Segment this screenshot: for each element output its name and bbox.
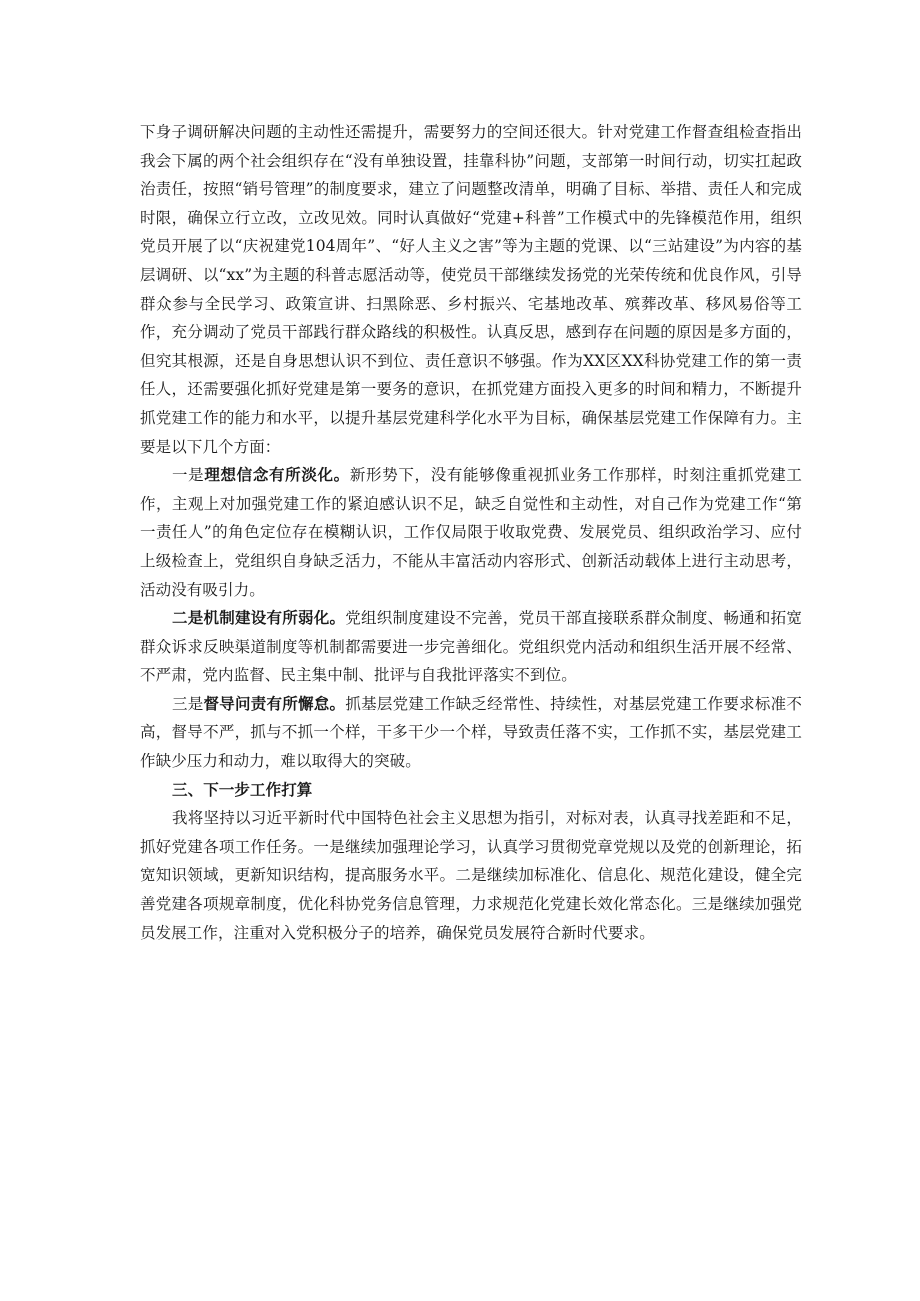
paragraph-mechanism (140, 604, 802, 690)
paragraph-supervision-text: 抓基层党建工作缺乏经常性、持续性，对基层党建工作要求标准不高，督导不严，抓与不抓一个样，干多干少一个样，导致责任落不实，工作抓不实，基层党建工作缺少压力和动力，难以取得大的突破。 (140, 694, 803, 771)
paragraph-mechanism-text: 党组织制度建设不完善，党员干部直接联系群众制度、畅通和拓宽群众诉求反映渠道制度等机制都需要进一步完善细化。党组织党内活动和组织生活开展不经常、不严肃，党内监督、民主集中制、批评与自我批评落实不到位。 (140, 609, 802, 685)
paragraph-continuation: 下身子调研解决问题的主动性还需提升，需要努力的空间还很大。针对党建工作督查组检查指出我会下属的两个社会组织存在“没有单独设置，挂靠科协”问题，支部第一时间行动，切实扛起政治责任，按照“销号管理”的制度要求，建立了问题整改清单，明确了目标、举措、责任人和完成时限，确保立行立改，立改见效。同时认真做好“党建+科普”工作模式中的先锋模范作用，组织党员开展了以“庆祝建党104周年”、“好人主义之害”等为主题的党课、以“三站建设”为内容的基层调研、以“xx”为主题的科普志愿活动等，使党员干部继续发扬党的光荣传统和优良作风，引导群众参与全民学习、政策宣讲、扫黑除恶、乡村振兴、宅基地改革、殡葬改革、移风易俗等工作，充分调动了党员干部践行群众路线的积极性。认真反思，感到存在问题的原因是多方面的，但究其根源，还是自身思想认识不到位、责任意识不够强。作为XX区XX科协党建工作的第一责任人，还需要强化抓好党建是第一要务的意识，在抓党建方面投入更多的时间和精力，不断提升抓党建工作的能力和水平，以提升基层党建科学化水平为目标，确保基层党建工作保障有力。主要是以下几个方面： (140, 123, 802, 456)
paragraph-next-steps: 我将坚持以习近平新时代中国特色社会主义思想为指引，对标对表，认真寻找差距和不足，抓好党建各项工作任务。一是继续加强理论学习，认真学习贯彻党章党规以及党的创新理论，拓宽知识领域，更新知识结构，提高服务水平。二是继续加标准化、信息化、规范化建设，健全完善党建各项规章制度，优化科协党务信息管理，力求规范化党建长效化常态化。三是继续加强党员发展工作，注重对入党积极分子的培养，确保党员发展符合新时代要求。 (140, 809, 802, 942)
paragraph-supervision (140, 690, 802, 776)
paragraph-mechanism-heading: 二是机制建设有所弱化。 (172, 608, 346, 628)
paragraph-ideals-text: 新形势下，没有能够像重视抓业务工作那样，时刻注重抓党建工作，主观上对加强党建工作的紧迫感认识不足，缺乏自觉性和主动性，对自己作为党建工作“第一责任人”的角色定位存在模糊认识，工作仅局限于收取党费、发展党员、组织政治学习、应付上级检查上，党组织自身缺乏活力，不能从丰富活动内容形式、创新活动载体上进行主动思考，活动没有吸引力。 (140, 466, 802, 599)
paragraph-supervision-heading: 督导问责有所懈怠。 (203, 693, 346, 713)
paragraph-supervision-prefix: 三是 (172, 694, 204, 713)
section-heading-next-steps: 三、下一步工作打算 (172, 779, 313, 799)
paragraph-ideals (140, 461, 802, 604)
paragraph-ideals-heading: 理想信念有所淡化。 (204, 465, 350, 485)
document-body (140, 118, 802, 947)
paragraph-ideals-prefix: 一是 (172, 466, 205, 485)
